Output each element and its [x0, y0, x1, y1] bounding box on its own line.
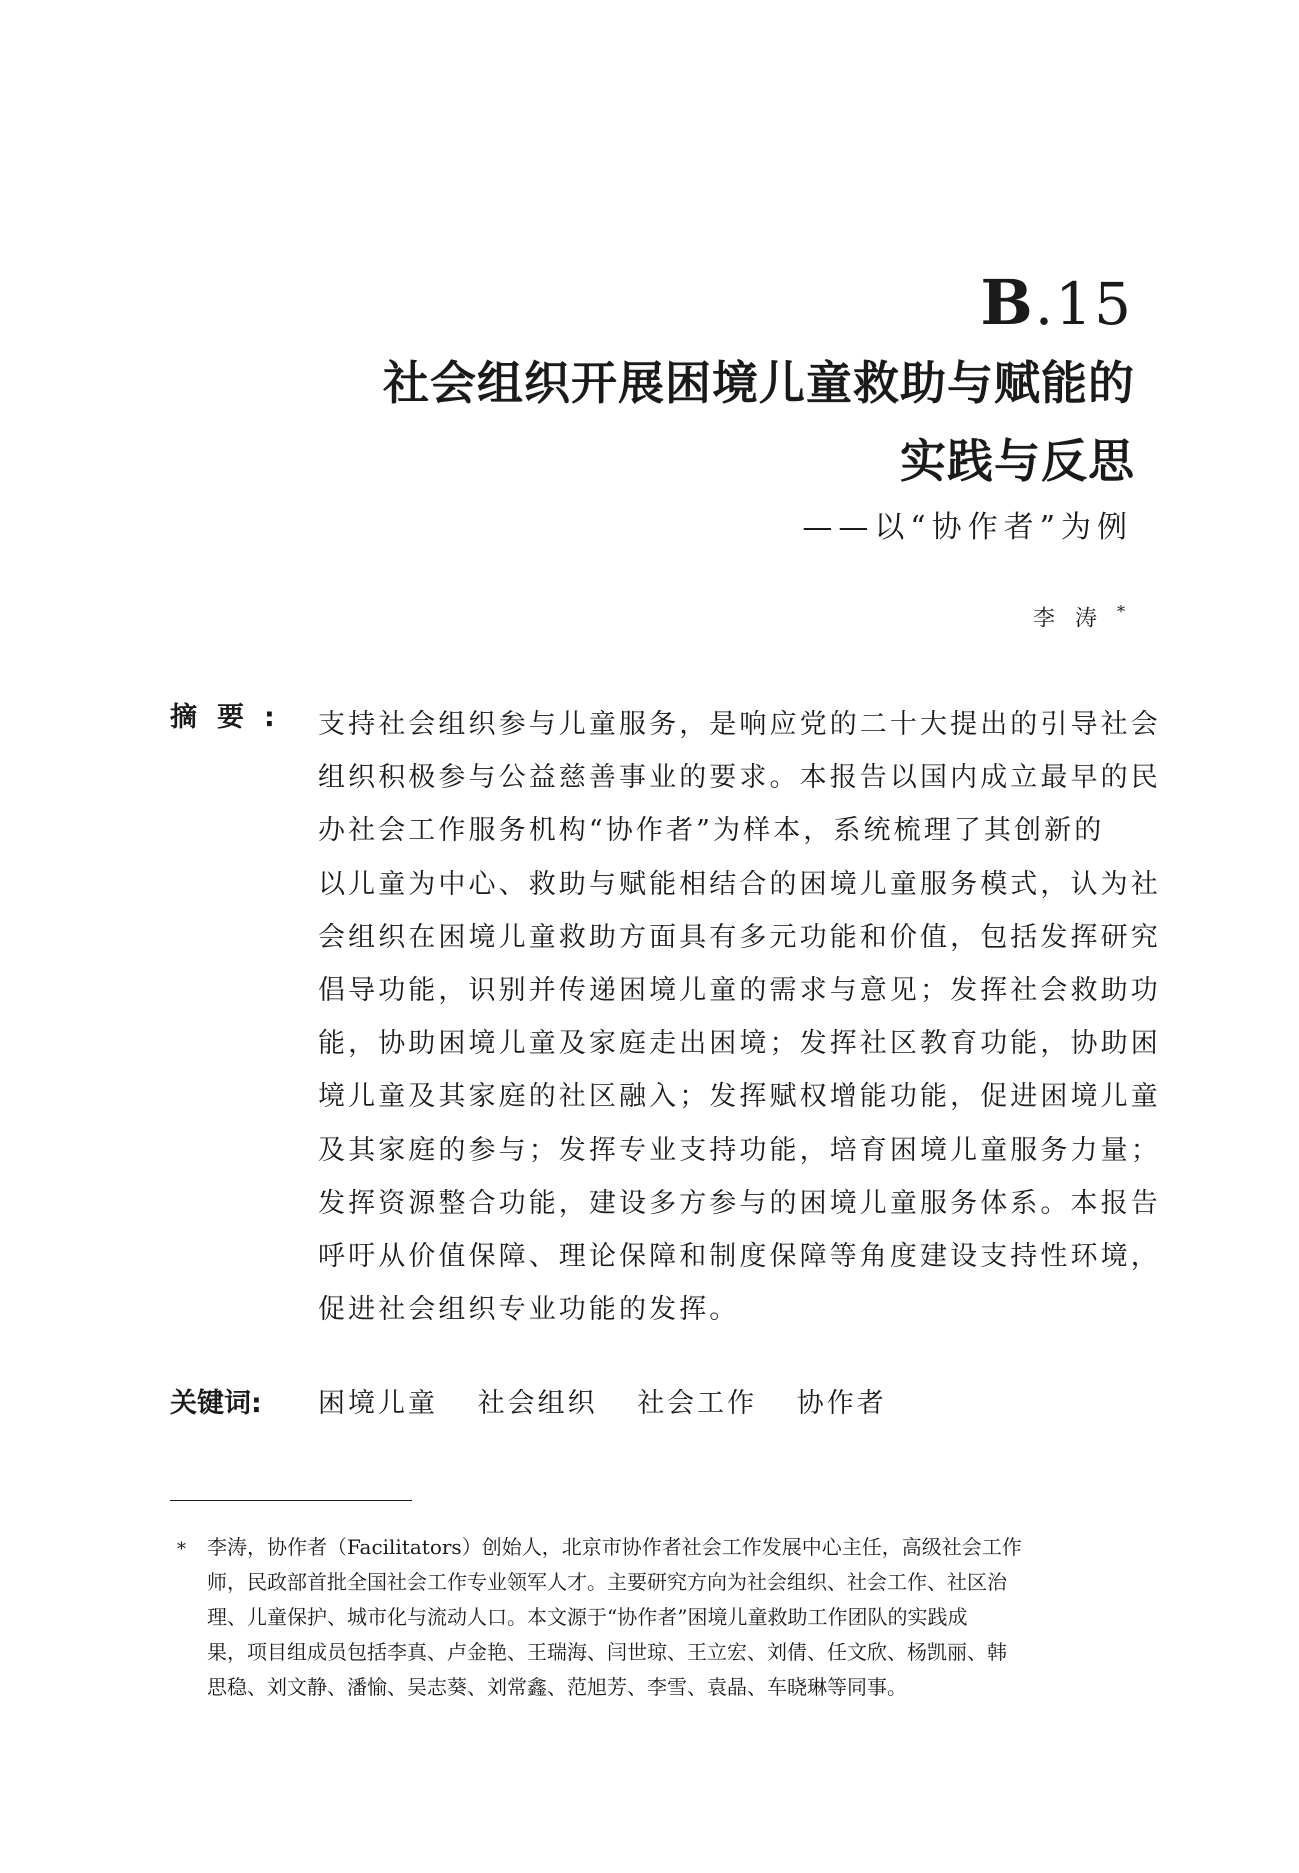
- chapter-digits: .15: [1034, 270, 1133, 338]
- keywords-list: [318, 1386, 915, 1422]
- footnote-line: 李涛，协作者（Facilitators）创始人，北京市协作者社会工作发展中心主任，高级社会工作: [207, 1535, 1022, 1559]
- abstract-line: 支持社会组织参与儿童服务，是响应党的二十大提出的引导社会: [318, 709, 1161, 740]
- title-line-2: 实践与反思: [900, 434, 1135, 488]
- chapter-number: [980, 268, 1133, 339]
- abstract-line: 能，协助困境儿童及家庭走出困境；发挥社区教育功能，协助困: [318, 1028, 1161, 1060]
- chapter-letter: B: [980, 266, 1035, 339]
- article-subtitle: ——以“协作者”为例: [802, 510, 1133, 545]
- title-line-1: 社会组织开展困境儿童救助与赋能的: [383, 356, 1135, 410]
- article-title: [235, 344, 1135, 500]
- abstract-line: 发挥资源整合功能，建设多方参与的困境儿童服务体系。本报告: [318, 1187, 1161, 1219]
- abstract-line: 及其家庭的参与；发挥专业支持功能，培育困境儿童服务力量；: [318, 1134, 1161, 1166]
- author: [1033, 596, 1125, 635]
- keywords-label: 关键词:: [170, 1388, 262, 1419]
- footnote-divider: [170, 1500, 412, 1501]
- footnote-line: 果，项目组成员包括李真、卢金艳、王瑞海、闫世琼、王立宏、刘倩、任文欣、杨凯丽、韩: [207, 1640, 1007, 1664]
- author-footnote-marker: *: [1117, 602, 1125, 621]
- footnote-line: 理、儿童保护、城市化与流动人口。本文源于“协作者”困境儿童救助工作团队的实践成: [207, 1605, 968, 1629]
- footnote: [177, 1530, 1137, 1705]
- footnote-line: 思稳、刘文静、潘愉、吴志葵、刘常鑫、范旭芳、李雪、袁晶、车晓琳等同事。: [207, 1675, 907, 1699]
- abstract-line: 倡导功能，识别并传递困境儿童的需求与意见；发挥社会救助功: [318, 975, 1161, 1007]
- abstract-line: 呼吁从价值保障、理论保障和制度保障等角度建设支持性环境，: [318, 1241, 1161, 1273]
- footnote-marker: *: [177, 1539, 186, 1560]
- author-name: 李涛: [1032, 606, 1117, 632]
- abstract-line: 组织积极参与公益慈善事业的要求。本报告以国内成立最早的民: [318, 762, 1161, 794]
- keyword-item: 社会组织: [477, 1388, 598, 1419]
- abstract-body: [318, 698, 1161, 1336]
- abstract-line: 办社会工作服务机构“协作者”为样本，系统梳理了其创新的: [318, 815, 1105, 847]
- abstract-line: 促进社会组织专业功能的发挥。: [318, 1294, 740, 1326]
- keyword-item: 困境儿童: [318, 1388, 438, 1419]
- abstract-label: 摘要:: [170, 702, 295, 733]
- abstract-line: 会组织在困境儿童救助方面具有多元功能和价值，包括发挥研究: [318, 921, 1161, 953]
- abstract-line: 以儿童为中心、救助与赋能相结合的困境儿童服务模式，认为社: [318, 868, 1161, 900]
- abstract-line: 境儿童及其家庭的社区融入；发挥赋权增能功能，促进困境儿童: [318, 1081, 1161, 1113]
- footnote-line: 师，民政部首批全国社会工作专业领军人才。主要研究方向为社会组织、社会工作、社区治: [207, 1570, 1007, 1594]
- keyword-item: 社会工作: [637, 1388, 758, 1419]
- keyword-item: 协作者: [796, 1388, 887, 1419]
